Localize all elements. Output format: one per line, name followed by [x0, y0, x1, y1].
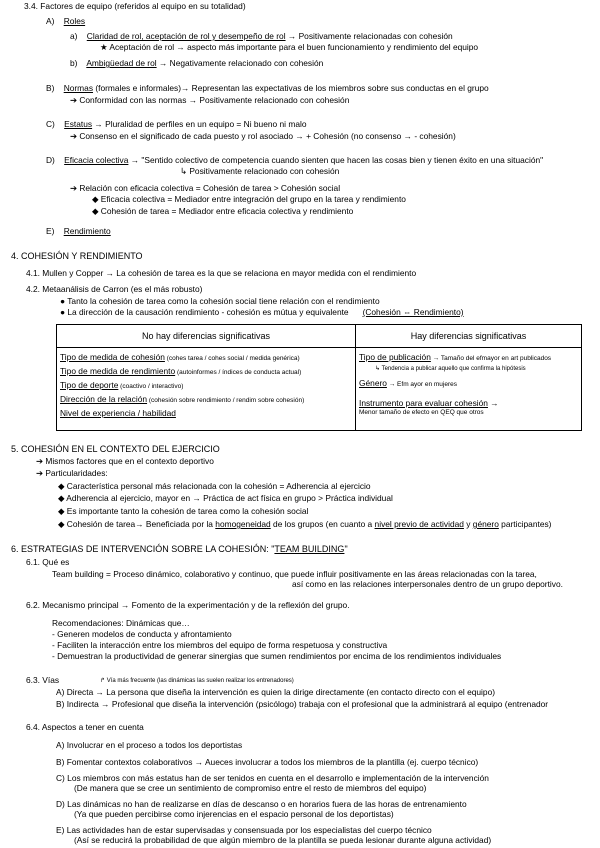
row-term: Dirección de la relación [60, 394, 148, 404]
item-d-bullet-1: ◆ Eficacia colectiva = Mediador entre integración del grupo en la tarea y rendimiento [92, 194, 406, 204]
table-row-note: ↳ Tendencia a publicar aquello que confirma la hipótesis [375, 366, 526, 372]
item-text: → Pluralidad de perfiles en un equipo = Ni bueno ni malo [92, 119, 307, 129]
row-term: Nivel de experiencia / habilidad [60, 408, 176, 418]
item-label: b) [70, 58, 78, 68]
section-4-1: 4.1. Mullen y Copper → La cohesión de tarea es la que se relaciona en mayor medida con el rendimiento [26, 268, 417, 278]
aspect-b: B) Fomentar contextos colaborativos → Aueces involucrar a todos los miembros de la plantilla (ej. cuerpo técnico) [56, 757, 479, 767]
section-5-arrow-1: ➔ Mismos factores que en el contexto deportivo [36, 456, 214, 466]
item-text: → Negativamente relacionado con cohesión [156, 58, 324, 68]
item-term: Claridad de rol, aceptación de rol y desempeño de rol [86, 31, 286, 41]
item-a-a-star: ★ Aceptación de rol → aspecto más importante para el buen funcionamiento y rendimiento del equipo [100, 42, 479, 52]
table-row [359, 351, 578, 365]
bullet-text: y [463, 519, 473, 529]
section-5-bullet-3: ◆ Es importante tanto la cohesión de tarea como la cohesión social [58, 506, 309, 516]
table-header-right: Hay diferencias significativas [356, 325, 582, 348]
item-term: Rendimiento [63, 226, 111, 236]
item-d-sub: ➔ Relación con eficacia colectiva = Cohesión de tarea > Cohesión social [70, 183, 341, 193]
item-c-sub: ➔ Consenso en el significado de cada puesto y rol asociado → + Cohesión (no consenso → - cohesión) [70, 131, 456, 141]
table-header-left: No hay diferencias significativas [57, 325, 356, 348]
recommendation-3: - Demuestran la productividad de generar sinergias que sumen rendimientos por encima de los rendimientos individuales [52, 651, 502, 661]
aspect-a: A) Involucrar en el proceso a todos los deportistas [56, 740, 243, 750]
section-6-1-text-1: Team building = Proceso dinámico, colaborativo y continuo, que puede influir positivamente en las áreas relacionadas con la tarea, [52, 569, 537, 579]
item-label: C) [46, 119, 55, 129]
heading-text: " [344, 544, 348, 554]
item-term: Estatus [64, 119, 93, 129]
section-heading-3-4: 3.4. Factores de equipo (referidos al equipo en su totalidad) [24, 1, 246, 11]
section-5-bullet-2: ◆ Adherencia al ejercicio, mayor en → Práctica de act física en grupo > Práctica individual [58, 493, 393, 503]
bullet-text: de los grupos (en cuanto a [270, 519, 375, 529]
row-detail: (cohesión sobre rendimiento / rendim sobre cohesión) [147, 397, 305, 404]
row-term: Tipo de medida de rendimiento [60, 366, 176, 376]
bullet-term: homogeneidad [215, 519, 271, 529]
row-term: Tipo de publicación [359, 352, 431, 362]
item-label: D) [46, 155, 55, 165]
row-term: Género [359, 378, 387, 388]
bullet-text: participantes) [498, 519, 552, 529]
section-5-arrow-2: ➔ Particularidades: [36, 468, 108, 478]
item-text: (formales e informales)→ Representan las expectativas de los miembros sobre sus conductas en el grupo [93, 83, 489, 93]
via-a: A) Directa → La persona que diseña la intervención es quien la dirige directamente (en contacto directo con el equipo) [56, 687, 496, 697]
row-detail: → Efm ayor en mujeres [386, 381, 458, 388]
section-5-bullet-1: ◆ Característica personal más relacionada con la cohesión = Adherencia al ejercicio [58, 481, 371, 491]
table-row [359, 377, 578, 391]
table-row [60, 365, 352, 379]
row-term: Tipo de medida de cohesión [60, 352, 165, 362]
row-detail: (coactivo / interactivo) [118, 383, 184, 390]
section-5-bullet-4 [58, 519, 551, 529]
item-d-bullet-2: ◆ Cohesión de tarea = Mediador entre eficacia colectiva y rendimiento [92, 206, 354, 216]
row-term: Tipo de deporte [60, 380, 119, 390]
table-row [60, 407, 352, 421]
row-detail: (cohes tarea / cohes social / medida genérica) [164, 355, 300, 362]
section-4-2: 4.2. Metaanálisis de Carron (es el más robusto) [26, 284, 203, 294]
section-heading-5: 5. COHESIÓN EN EL CONTEXTO DEL EJERCICIO [11, 444, 220, 454]
aspect-e-1: E) Las actividades han de estar supervisadas y consensuada por los especialistas del cuerpo técnico [56, 825, 432, 835]
section-6-4: 6.4. Aspectos a tener en cuenta [26, 722, 144, 732]
item-label: B) [46, 83, 55, 93]
recommendation-2: - Faciliten la interacción entre los miembros del equipo de forma respetuosa y constructiva [52, 640, 388, 650]
heading-term: TEAM BUILDING [274, 544, 345, 554]
bullet-term: género [472, 519, 499, 529]
via-b: B) Indirecta → Profesional que diseña la intervención (psicólogo) trabaja con el profesional que la administrará al equipo (entrenador [56, 699, 549, 709]
item-a-b [70, 58, 323, 68]
row-detail: → [487, 398, 499, 408]
section-6-2: 6.2. Mecanismo principal → Fomento de la experimentación y de la reflexión del grupo. [26, 600, 350, 610]
item-term: Ambigüedad de rol [86, 58, 157, 68]
item-b-sub: ➔ Conformidad con las normas → Positivamente relacionado con cohesión [70, 95, 350, 105]
table-row [60, 351, 352, 365]
section-6-3-note: ↱ Vía más frecuente (las dinámicas las suelen realizar los entrenadores) [100, 678, 294, 684]
item-a-a [70, 31, 453, 41]
aspect-d-1: D) Las dinámicas no han de realizarse en días de descanso o en horarios fuera de las horas de entrenamiento [56, 799, 467, 809]
section-6-1-text-2: así como en las relaciones interpersonales dentro de un grupo deportivo. [292, 579, 563, 589]
recommendations-title: Recomendaciones: Dinámicas que… [52, 618, 190, 628]
significance-table [56, 324, 582, 431]
section-heading-6 [11, 544, 348, 554]
table-row [60, 379, 352, 393]
item-text: → Positivamente relacionadas con cohesión [285, 31, 453, 41]
item-text: → "Sentido colectivo de competencia cuando sienten que hacen las cosas bien y tienen éxito en una situación" [128, 155, 544, 165]
recommendation-1: - Generen modelos de conducta y afrontamiento [52, 629, 232, 639]
aspect-c-1: C) Los miembros con más estatus han de ser tenidos en cuenta en el desarrollo e implementación de la intervención [56, 773, 489, 783]
item-label: A) [46, 16, 55, 26]
section-4-2-bullet-1: ● Tanto la cohesión de tarea como la cohesión social tiene relación con el rendimiento [60, 296, 380, 306]
item-term: Normas [63, 83, 94, 93]
table-cell-left [57, 348, 356, 431]
item-term: Eficacia colectiva [64, 155, 129, 165]
item-b-normas [46, 83, 489, 93]
row-detail: → Tamaño del efmayor en art publicados [430, 355, 552, 362]
table-row-note: Menor tamaño de efecto en QEQ que otros [359, 409, 484, 416]
bullet-tag: (Cohesión ⇔ Rendimiento) [362, 307, 464, 317]
aspect-d-2: (Ya que pueden percibirse como injerencias en el espacio personal de los deportistas) [74, 809, 394, 819]
section-6-1: 6.1. Qué es [26, 557, 70, 567]
bullet-term: nivel previo de actividad [374, 519, 464, 529]
row-term: Instrumento para evaluar cohesión [359, 398, 488, 408]
section-6-3: 6.3. Vías [26, 675, 60, 685]
item-term: Roles [63, 16, 86, 26]
section-heading-4: 4. COHESIÓN Y RENDIMIENTO [11, 251, 143, 261]
row-detail: (autoinformes / índices de conducta actual) [175, 369, 302, 376]
heading-text: 6. ESTRATEGIAS DE INTERVENCIÓN SOBRE LA COHESIÓN: " [11, 544, 275, 554]
table-cell-right [356, 348, 582, 431]
aspect-e-2: (Así se reducirá la probabilidad de que algún miembro de la plantilla se pueda lesionar durante alguna actividad) [74, 835, 492, 845]
bullet-text: ◆ Cohesión de tarea→ Beneficiada por la [58, 519, 216, 529]
item-label: a) [70, 31, 78, 41]
table-row [359, 397, 578, 409]
item-e-rendimiento [46, 226, 111, 236]
item-a-roles [46, 16, 85, 26]
bullet-text: ● La dirección de la causación rendimiento - cohesión es mútua y equivalente [60, 307, 349, 317]
item-d-arrow: ↳ Positivamente relacionado con cohesión [180, 166, 340, 176]
section-4-2-bullet-2 [60, 307, 464, 317]
item-label: E) [46, 226, 55, 236]
aspect-c-2: (De manera que se cree un sentimiento de compromiso entre el resto de miembros del equipo) [74, 783, 427, 793]
table-row [60, 393, 352, 407]
item-c-estatus [46, 119, 307, 129]
item-d-eficacia [46, 155, 543, 165]
